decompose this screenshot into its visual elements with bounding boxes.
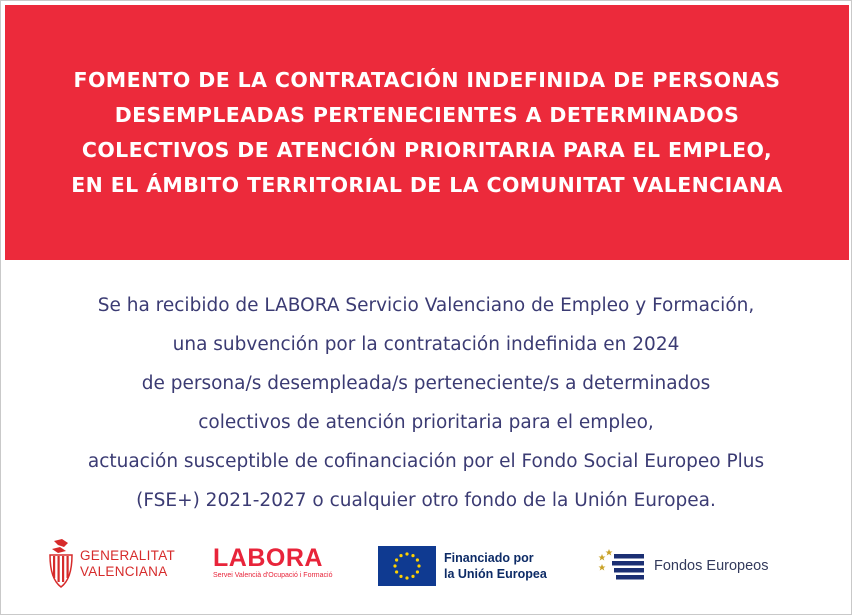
banner-title-line: COLECTIVOS DE ATENCIÓN PRIORITARIA PARA EL EMPLEO,	[81, 137, 773, 162]
generalitat-line1: GENERALITAT	[80, 548, 176, 563]
banner-title	[71, 63, 782, 203]
labora-subtitle: Servei Valencià d'Ocupació i Formació	[213, 572, 333, 579]
eu-flag-icon	[378, 546, 436, 586]
body-line: Se ha recibido de LABORA Servicio Valenciano de Empleo y Formación,	[97, 295, 755, 316]
labora-logo	[213, 545, 332, 581]
generalitat-emblem-icon	[48, 539, 74, 589]
body-line: de persona/s desempleada/s perteneciente/s a determinados	[141, 373, 711, 394]
eu-line1: Financiado por	[444, 551, 534, 565]
fondos-europeos-icon	[598, 548, 646, 584]
notice-body	[1, 286, 851, 520]
banner-title-line: EN EL ÁMBITO TERRITORIAL DE LA COMUNITAT VALENCIANA	[71, 172, 783, 197]
fondos-europeos-label: Fondos Europeos	[654, 558, 769, 574]
logo-strip	[1, 531, 851, 601]
body-line: (FSE+) 2021-2027 o cualquier otro fondo de la Unión Europea.	[136, 490, 716, 511]
eu-funding-text	[444, 550, 547, 582]
generalitat-line2: VALENCIANA	[80, 564, 168, 579]
banner-title-line: DESEMPLEADAS PERTENECIENTES A DETERMINADOS	[114, 102, 740, 127]
fondos-europeos-logo	[598, 548, 768, 584]
generalitat-logo	[48, 539, 175, 589]
title-banner	[5, 5, 849, 260]
eu-funding-logo	[378, 546, 547, 586]
banner-title-line: FOMENTO DE LA CONTRATACIÓN INDEFINIDA DE PERSONAS	[73, 67, 781, 92]
labora-wordmark: LABORA	[213, 544, 323, 572]
generalitat-wordmark	[80, 548, 175, 580]
body-line: actuación susceptible de cofinanciación por el Fondo Social Europeo Plus	[87, 451, 765, 472]
body-line: colectivos de atención prioritaria para el empleo,	[198, 412, 654, 433]
body-line: una subvención por la contratación indefinida en 2024	[172, 334, 680, 355]
eu-line2: la Unión Europea	[444, 567, 547, 581]
